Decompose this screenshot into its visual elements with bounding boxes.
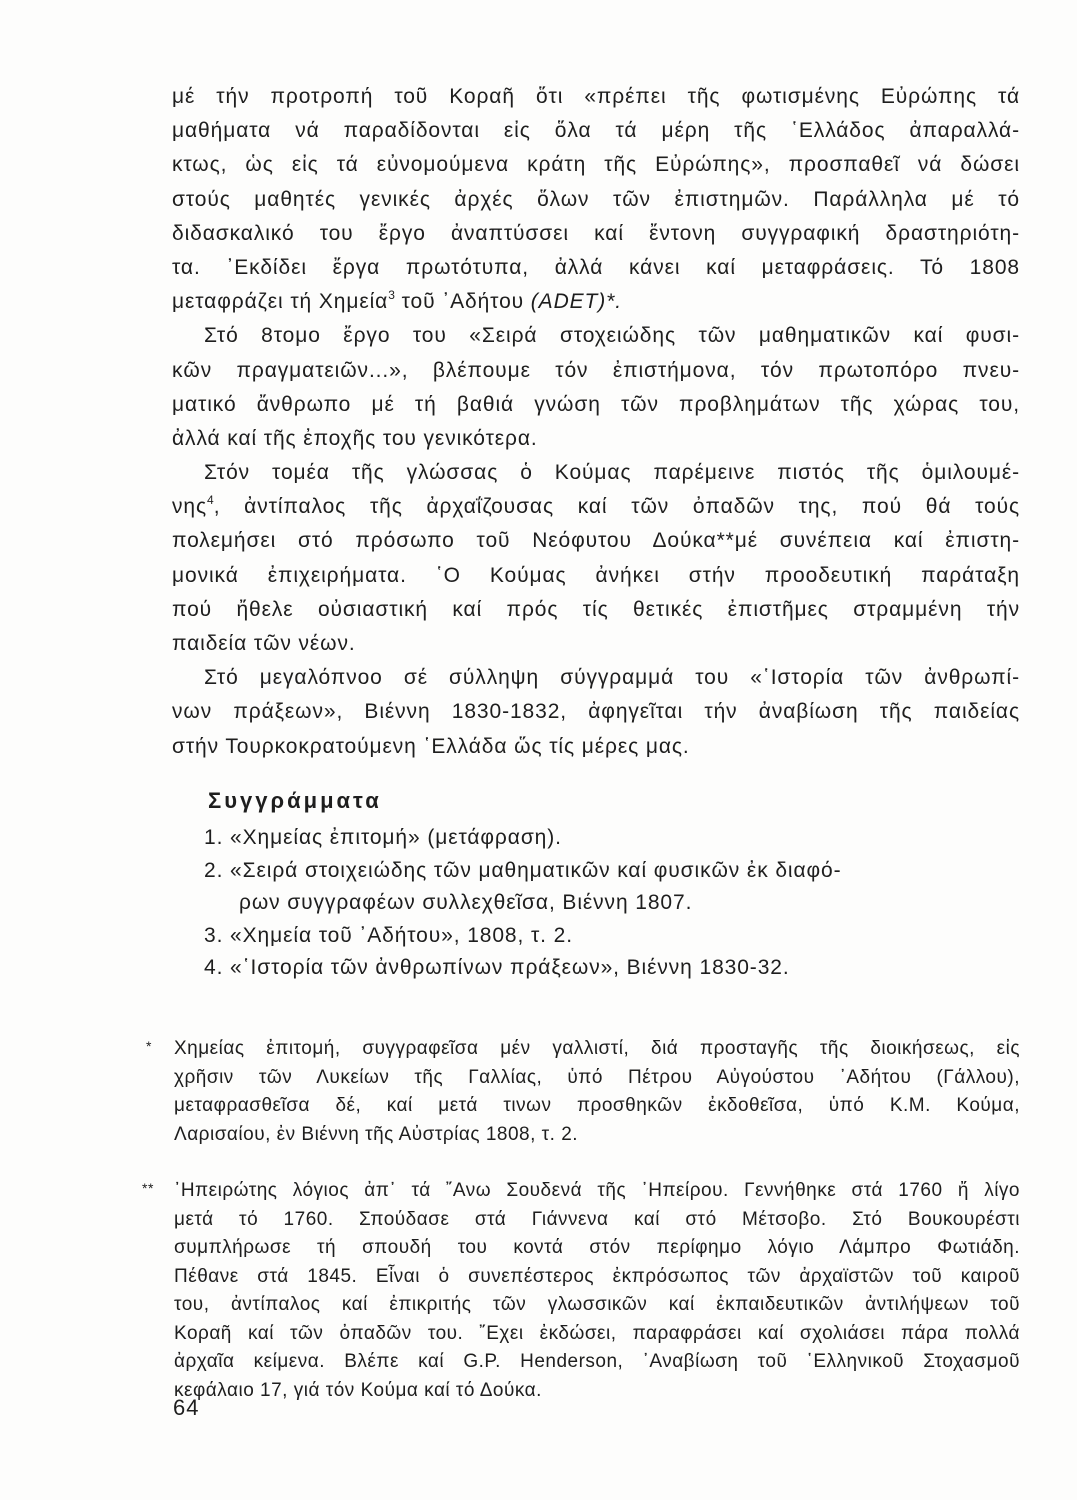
text-line: Στό μεγαλόπνοο σέ σύλληψη σύγγραμμά του «῾Ιστορία τῶν ἀνθρωπί-: [204, 666, 1020, 690]
list-item: 4. «῾Ιστορία τῶν ἀνθρωπίνων πράξεων», Βιέννη 1830-32.: [204, 956, 790, 979]
text-line: Στόν τομέα τῆς γλώσσας ὁ Κούμας παρέμεινε πιστός τῆς ὁμιλουμέ-: [204, 461, 1020, 485]
text-segment: νης: [172, 495, 207, 519]
footnote-line: μεταφρασθεῖσα δέ, καί μετά τινων προσθηκῶν ἐκδοθεῖσα, ὑπό Κ.Μ. Κούμα,: [174, 1095, 1020, 1116]
list-item-continuation: ρων συγγραφέων συλλεχθεῖσα, Βιέννη 1807.: [239, 891, 693, 914]
text-line: [172, 490, 1020, 524]
text-line: πού ἤθελε οὐσιαστική καί πρός τίς θετικές ἐπιστῆμες στραμμένη τήν: [172, 597, 1020, 621]
text-line: τα. ᾿Εκδίδει ἔργα πρωτότυπα, ἀλλά κάνει καί μεταφράσεις. Τό 1808: [172, 255, 1020, 279]
footnote-line: Λαρισαίου, ἐν Βιέννη τῆς Αὐστρίας 1808, τ. 2.: [174, 1123, 579, 1145]
footnote: [142, 1177, 1020, 1405]
text-line: ματικό ἄνθρωπο μέ τή βαθιά γνώση τῶν προβλημάτων τῆς χώρας του,: [172, 392, 1020, 416]
text-line: διδασκαλικό του ἔργο ἀναπτύσσει καί ἔντονη συγγραφική δραστηριότη-: [172, 221, 1020, 245]
footnote-line: χρῆσιν τῶν Λυκείων τῆς Γαλλίας, ὑπό Πέτρου Αὐγούστου ᾿Αδήτου (Γάλλου),: [174, 1066, 1020, 1088]
footnote-line: ᾿Ηπειρώτης λόγιος ἀπ᾿ τά ῎Ανω Σουδενά τῆς ᾿Ηπείρου. Γεννήθηκε στά 1760 ἤ λίγο: [174, 1180, 1020, 1201]
footnote-line: μετά τό 1760. Σπούδασε στά Γιάννενα καί στό Μέτσοβο. Στό Βουκουρέστι: [174, 1208, 1020, 1230]
footnote-line: Κοραῆ καί τῶν ὀπαδῶν του. ῎Εχει ἐκδώσει, παραφράσει καί σχολιάσει πάρα πολλά: [174, 1322, 1020, 1344]
footnotes: [142, 1035, 1020, 1405]
footnote-line: Χημείας ἐπιτομή, συγγραφεῖσα μέν γαλλιστί, διά προσταγῆς τῆς διοικήσεως, εἰς: [174, 1038, 1020, 1059]
text-line: στούς μαθητές γενικές ἀρχές ὅλων τῶν ἐπιστημῶν. Παράλληλα μέ τό: [172, 187, 1020, 211]
text-line: Στό 8τομο ἔργο του «Σειρά στοχειώδης τῶν μαθηματικῶν καί φυσι-: [204, 324, 1020, 348]
text-segment: (ADET)*.: [530, 290, 622, 314]
text-line: νων πράξεων», Βιέννη 1830-1832, ἀφηγεῖται τήν ἀναβίωση τῆς παιδείας: [172, 700, 1020, 724]
text-line: κῶν πραγματειῶν...», βλέπουμε τόν ἐπιστήμονα, τόν πρωτοπόρο πνευ-: [172, 358, 1020, 382]
list-item: 3. «Χημεία τοῦ ᾿Αδήτου», 1808, τ. 2.: [204, 923, 573, 947]
footnote-ref: 4: [207, 493, 214, 508]
text-line: στήν Τουρκοκρατούμενη ῾Ελλάδα ὥς τίς μέρες μας.: [172, 734, 690, 758]
text-line: παιδεία τῶν νέων.: [172, 632, 356, 655]
page-number: 64: [173, 1395, 200, 1420]
footnote-line: ἀρχαῖα κείμενα. Βλέπε καί G.P. Henderson, ᾿Αναβίωση τοῦ ῾Ελληνικοῦ Στοχασμοῦ: [174, 1351, 1020, 1372]
text-segment: μεταφράζει τή Χημεία: [172, 290, 389, 314]
text-line: πολεμήσει στό πρόσωπο τοῦ Νεόφυτου Δούκα**μέ συνέπεια καί ἐπιστη-: [172, 529, 1020, 553]
section-heading: Συγγράμματα: [208, 788, 382, 813]
footnote-mark: **: [142, 1180, 154, 1196]
footnote-mark: *: [146, 1038, 152, 1054]
footnote-line: του, ἀντίπαλος καί ἐπικριτής τῶν γλωσσικῶν καί ἐκπαιδευτικῶν ἀντιλήψεων τοῦ: [174, 1294, 1020, 1315]
footnote-line: κεφάλαιο 17, γιά τόν Κούμα καί τό Δούκα.: [174, 1379, 542, 1401]
text-line: ἀλλά καί τῆς ἐποχῆς του γενικότερα.: [172, 426, 538, 450]
text-segment: τοῦ ᾿Αδήτου: [394, 290, 531, 314]
footnote: [146, 1035, 1020, 1149]
footnote-ref: 3: [388, 288, 395, 303]
writings-list: [204, 822, 984, 985]
text-line: μαθήματα νά παραδίδονται εἰς ὅλα τά μέρη τῆς ῾Ελλάδος ἀπαραλλά-: [172, 119, 1020, 143]
text-segment: , ἀντίπαλος τῆς ἀρχαΐζουσας καί τῶν ὀπαδῶν της, πού θά τούς: [213, 495, 1020, 519]
text-line: κτως, ὡς εἰς τά εὐνομούμενα κράτη τῆς Εὐρώπης», προσπαθεῖ νά δώσει: [172, 153, 1020, 177]
main-text: [172, 80, 1020, 764]
list-item: 2. «Σειρά στοιχειώδης τῶν μαθηματικῶν καί φυσικῶν ἐκ διαφό-: [204, 858, 842, 882]
text-line: μονικά ἐπιχειρήματα. ῾Ο Κούμας ἀνήκει στήν προοδευτική παράταξη: [172, 563, 1020, 587]
footnote-line: συμπλήρωσε τή σπουδή του κοντά στόν περίφημο λόγιο Λάμπρο Φωτιάδη.: [174, 1237, 1020, 1258]
text-line: [172, 285, 1020, 319]
text-line: μέ τήν προτροπή τοῦ Κοραῆ ὅτι «πρέπει τῆς φωτισμένης Εὐρώπης τά: [172, 85, 1020, 108]
list-item: 1. «Χημείας ἐπιτομή» (μετάφραση).: [204, 826, 562, 849]
footnote-line: Πέθανε στά 1845. Εἶναι ὁ συνεπέστερος ἐκπρόσωπος τῶν ἀρχαϊστῶν τοῦ καιροῦ: [174, 1265, 1020, 1287]
